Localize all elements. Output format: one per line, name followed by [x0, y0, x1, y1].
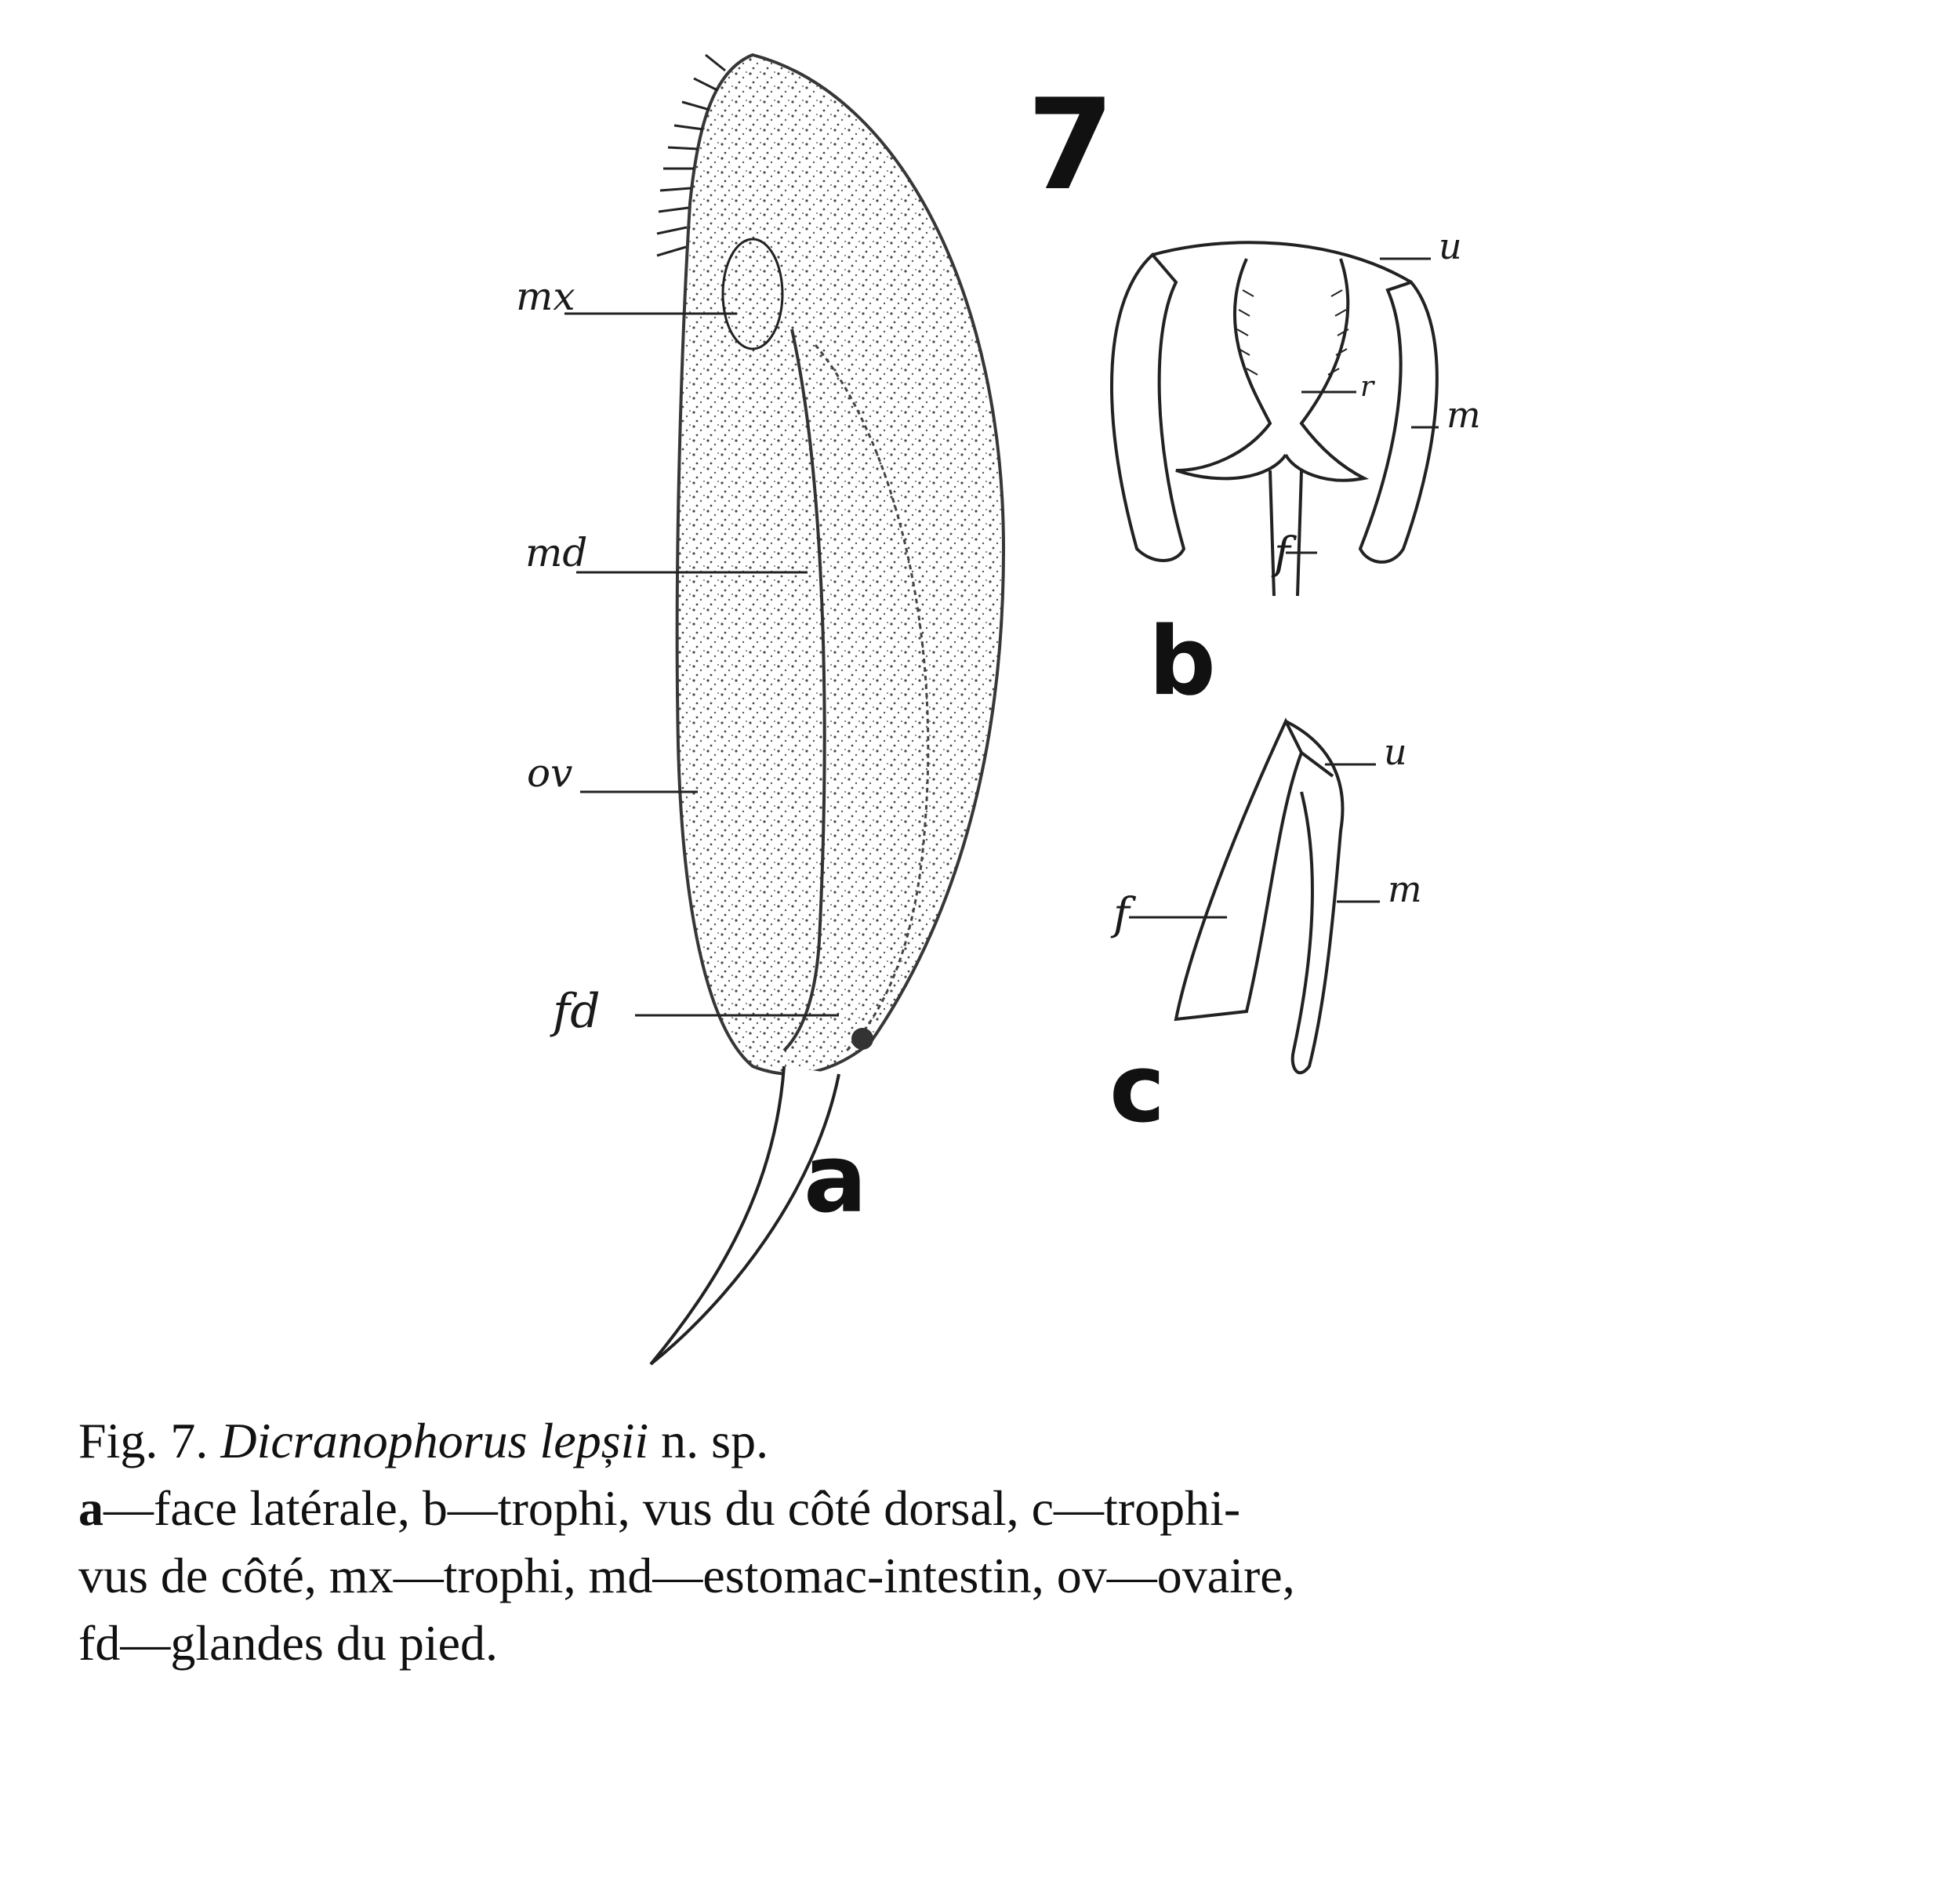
caption-fig-ref: Fig. 7.	[78, 1413, 209, 1468]
label-a-md: md	[525, 530, 588, 575]
trophi-b-rami-left	[1176, 259, 1286, 478]
caption-line-1	[78, 1407, 1905, 1475]
trophi-b-teeth	[1237, 290, 1348, 375]
figure-caption	[78, 1407, 1905, 1677]
label-b-f: f	[1274, 528, 1290, 579]
panel-label-c: c	[1109, 1035, 1166, 1144]
caption-line-4: fd—glandes du pied.	[78, 1615, 498, 1671]
label-b-u: u	[1439, 225, 1462, 267]
label-c-f: f	[1113, 889, 1130, 940]
label-b-m: m	[1446, 394, 1481, 436]
label-a-ov: ov	[527, 750, 573, 796]
label-a-mx: mx	[516, 274, 575, 319]
caption-species: Dicranophorus lepșii	[220, 1413, 649, 1468]
caption-line-2-text: —face latérale, b—trophi, vus du côté dorsal, c—trophi-	[103, 1480, 1241, 1536]
trophi-b-manubrium-left	[1112, 255, 1184, 561]
panel-c-leaders	[1129, 764, 1380, 917]
foot-gland	[851, 1028, 873, 1050]
label-c-m: m	[1388, 868, 1422, 910]
caption-species-note: n. sp.	[661, 1413, 769, 1468]
label-c-u: u	[1384, 731, 1407, 773]
trophi-b-rami-right	[1286, 259, 1364, 481]
figure-number: 7	[1027, 71, 1115, 218]
caption-line-3: vus de côté, mx—trophi, md—estomac-intestin, ov—ovaire,	[78, 1548, 1295, 1603]
label-b-r: r	[1360, 371, 1374, 403]
panel-label-b: b	[1149, 608, 1216, 717]
panel-label-a: a	[804, 1125, 867, 1234]
panel-c-trophi	[1176, 721, 1342, 1073]
label-a-fd: fd	[553, 984, 601, 1039]
trophi-b-uncus	[1152, 242, 1411, 282]
caption-panel-a: a	[78, 1480, 103, 1536]
body-outline	[677, 55, 1004, 1074]
caption-line-2	[78, 1475, 1905, 1542]
trophi-b-manubrium-right	[1360, 282, 1437, 562]
trophi-c-fulcrum	[1176, 721, 1301, 1019]
